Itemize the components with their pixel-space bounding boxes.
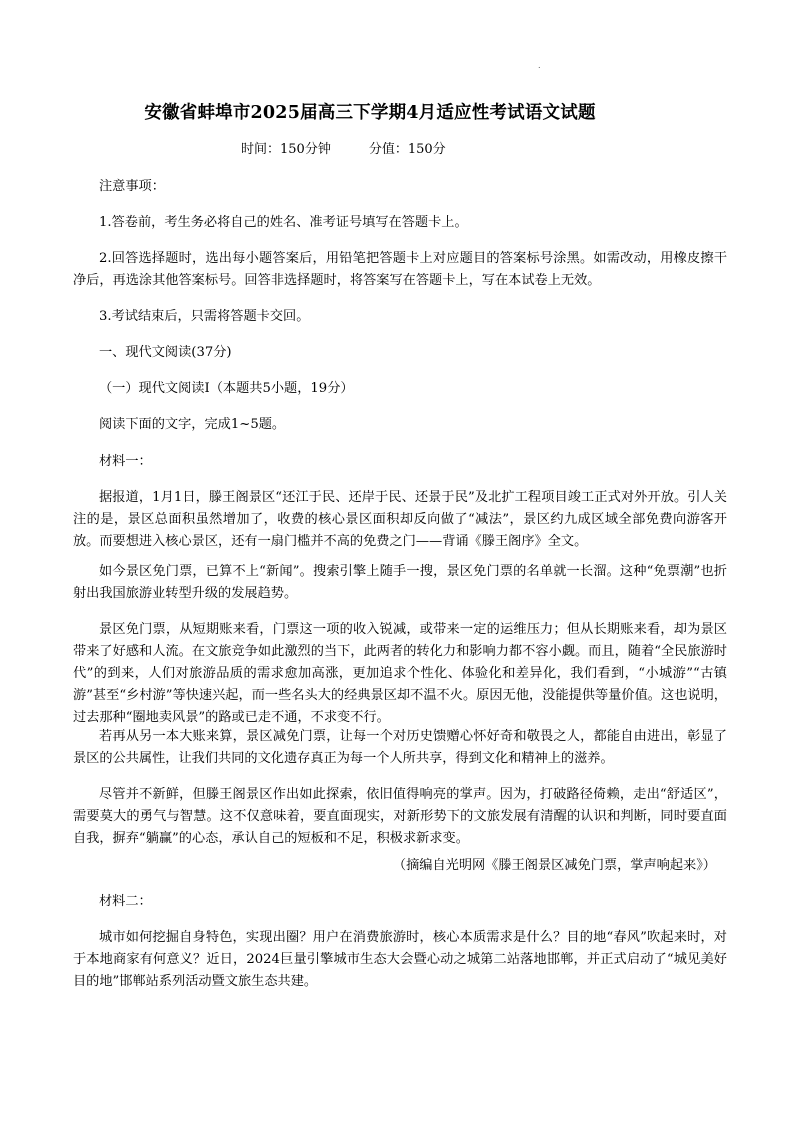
material-2-label: 材料二： (99, 894, 152, 909)
notes-heading: 注意事项： (99, 179, 165, 194)
notes-item-3: 3.考试结束后，只需将答题卡交回。 (99, 309, 310, 324)
material-1-paragraph: 如今景区免门票，已算不上“新闻”。搜索引擎上随手一搜，景区免门票的名单就一长溜。这种“免票潮”也折射出我国旅游业转型升级的发展趋势。 (73, 564, 727, 601)
material-1-paragraph: 据报道，1月1日，滕王阁景区“还江于民、还岸于民、还景于民”及北扩工程项目竣工正式对外开放。引人关注的是，景区总面积虽然增加了，收费的核心景区面积却反向做了“减法”，景区约九成区域全部免费向游客开放。而要想进入核心景区，还有一扇门槛并不高的免费之门——背诵《滕王阁序》全文。 (73, 490, 727, 549)
material-1-paragraph: 若再从另一本大账来算，景区减免门票，让每一个对历史馈赠心怀好奇和敬畏之人，都能自由进出，彰显了景区的公共属性，让我们共同的文化遗存真正为每一个人所共享，得到文化和精神上的滋养。 (73, 729, 727, 766)
sub-section-heading: （一）现代文阅读Ⅰ（本题共5小题，19分） (99, 381, 354, 396)
material-2-paragraph: 城市如何挖掘自身特色，实现出圈？用户在消费旅游时，核心本质需求是什么？目的地“春风”吹起来时，对于本地商家有何意义？近日，2024巨量引擎城市生态大会暨心动之城第二站落地邯郸，并正式启动了“城见美好目的地”邯郸站系列活动暨文旅生态共建。 (73, 930, 727, 989)
exam-meta (241, 140, 446, 160)
reading-instruction: 阅读下面的文字，完成1~5题。 (99, 417, 286, 432)
notes-item-1: 1.答卷前，考生务必将自己的姓名、准考证号填写在答题卡上。 (99, 215, 468, 230)
exam-title: 安徽省蚌埠市2025届高三下学期4月适应性考试语文试题 (144, 103, 596, 123)
header-mark: . (538, 61, 541, 70)
notes-item-2: 2.回答选择题时，选出每小题答案后，用铅笔把答题卡上对应题目的答案标号涂黑。如需改动，用橡皮擦干净后，再选涂其他答案标号。回答非选择题时，将答案写在答题卡上，写在本试卷上无效。 (73, 251, 727, 288)
material-1-source: （摘编自光明网《滕王阁景区减免门票，掌声响起来》） (392, 858, 716, 873)
material-1-paragraph: 景区免门票，从短期账来看，门票这一项的收入锐减，或带来一定的运维压力；但从长期账来看，却为景区带来了好感和人流。在文旅竞争如此激烈的当下，此两者的转化力和影响力都不容小觑。而且，随着“全民旅游时代”的到来，人们对旅游品质的需求愈加高涨，更加追求个性化、体验化和差异化，我们看到，“小城游”“古镇游”甚至“乡村游”等快速兴起，而一些名头大的经典景区却不温不火。原因无他，没能提供等量价值。这也说明，过去那种“圈地卖风景”的路或已走不通，不求变不行。 (73, 622, 727, 725)
exam-score: 分值：150分 (368, 142, 446, 157)
material-1-label: 材料一： (99, 454, 152, 469)
section-heading: 一、现代文阅读(37分) (99, 345, 232, 360)
exam-time: 时间：150分钟 (241, 142, 331, 157)
material-1-paragraph: 尽管并不新鲜，但滕王阁景区作出如此探索，依旧值得响亮的掌声。因为，打破路径倚赖，走出“舒适区”，需要莫大的勇气与智慧。这不仅意味着，要直面现实，对新形势下的文旅发展有清醒的认识和判断，同时要直面自我，摒弃“躺赢”的心态，承认自己的短板和不足，积极求新求变。 (73, 787, 727, 846)
